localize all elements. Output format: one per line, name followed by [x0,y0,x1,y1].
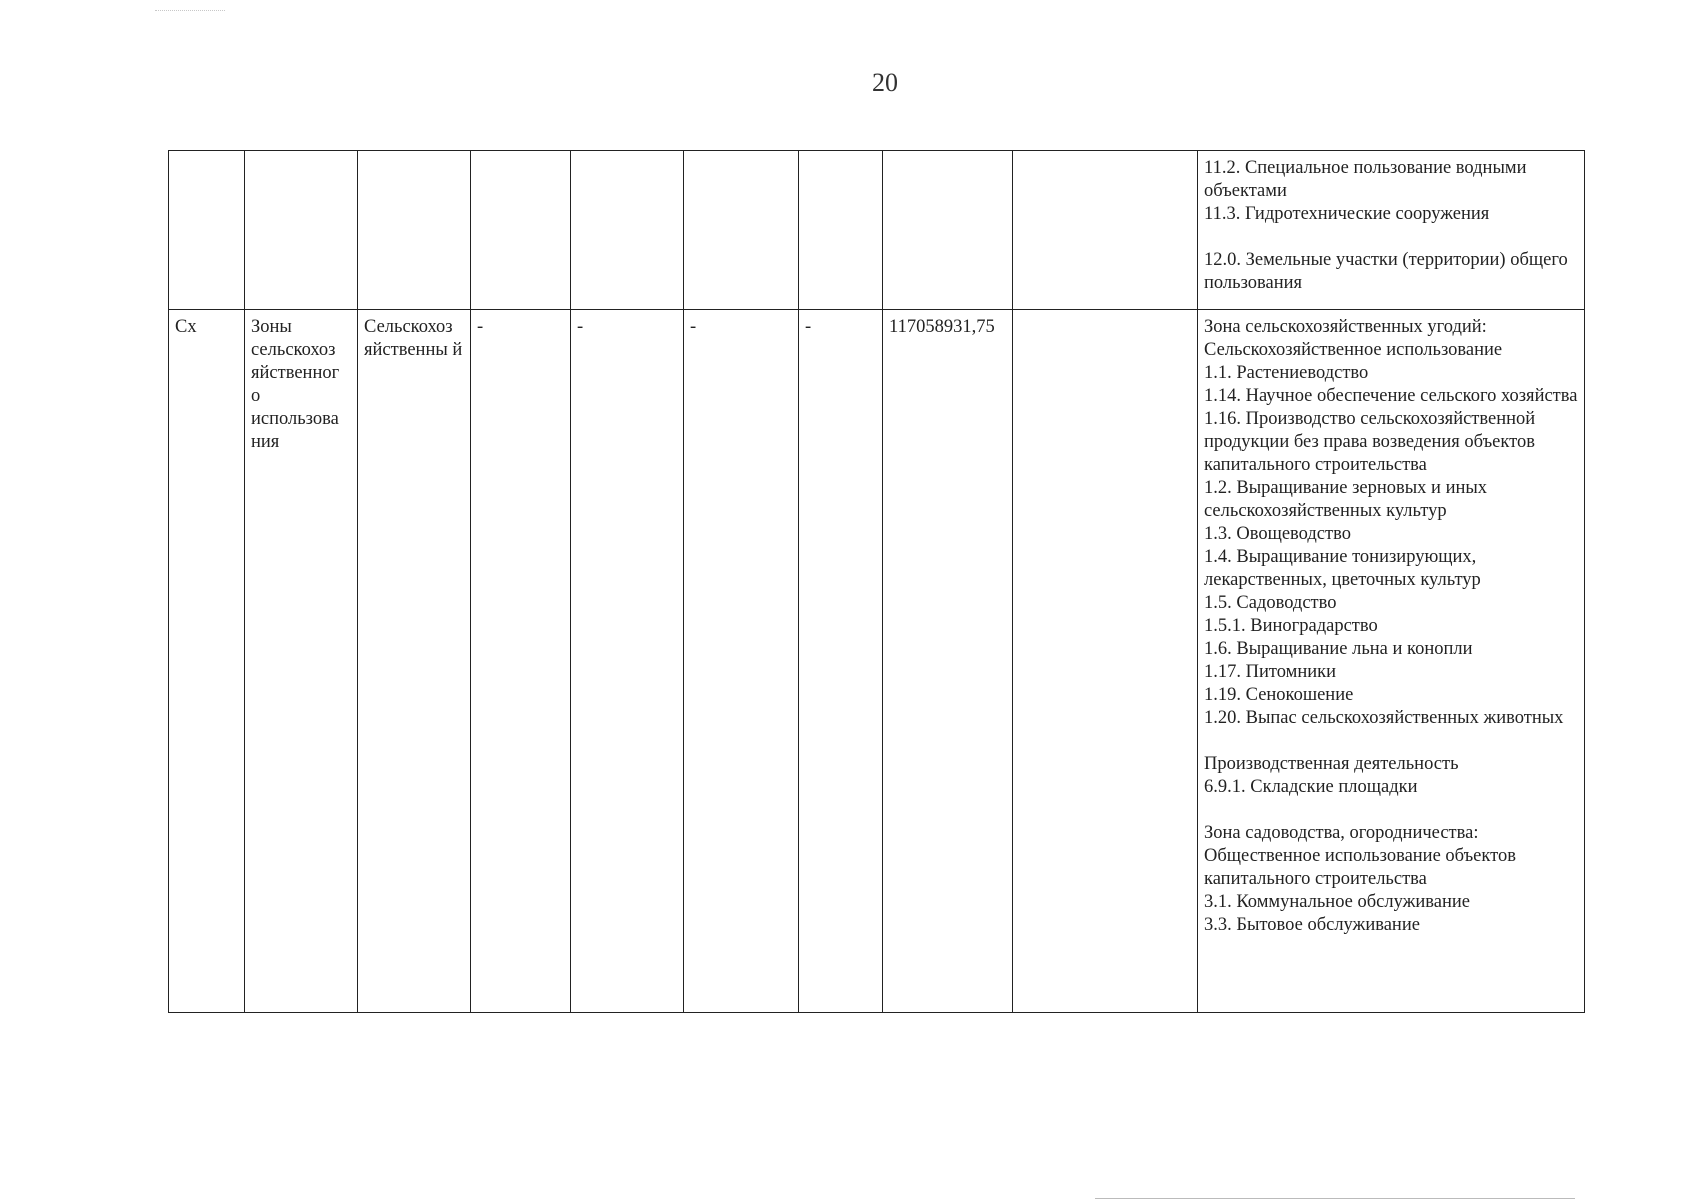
zone-type-cell [358,151,471,310]
table-cell: - [471,310,571,1013]
table-cell [799,151,883,310]
table-cell [471,151,571,310]
zone-type-cell: Сельскохоз яйственны й [358,310,471,1013]
area-cell [883,151,1013,310]
permitted-uses-cell: Зона сельскохозяйственных угодий: Сельскохозяйственное использование 1.1. Растениеводство 1.14. Научное обеспечение сельского хозяйства 1.16. Производство сельскохозяйственной продукции без права возведения объектов капитального строительства 1.2. Выращивание зерновых и иных сельскохозяйственных культур 1.3. Овощеводство 1.4. Выращивание тонизирующих, лекарственных, цветочных культур 1.5. Садоводство 1.5.1. Виноградарство 1.6. Выращивание льна и конопли 1.17. Питомники 1.19. Сенокошение 1.20. Выпас сельскохозяйственных животных Производственная деятельность 6.9.1. Складские площадки Зона садоводства, огородничества: Общественное использование объектов капитального строительства 3.1. Коммунальное обслуживание 3.3. Бытовое обслуживание [1198,310,1585,1013]
table-row [169,151,1585,310]
scan-artifact [155,10,225,11]
table-cell: - [684,310,799,1013]
table-cell: - [799,310,883,1013]
table-cell [571,151,684,310]
zone-name-cell: Зоны сельскохоз яйственног о использова ния [245,310,358,1013]
page-number: 20 [872,68,898,97]
table-cell [1013,310,1198,1013]
table-row [169,310,1585,1013]
zone-name-cell [245,151,358,310]
zone-code-cell: Сх [169,310,245,1013]
area-cell: 117058931,75 [883,310,1013,1013]
permitted-uses-cell: 11.2. Специальное пользование водными объектами 11.3. Гидротехнические сооружения 12.0. Земельные участки (территории) общего пользования [1198,151,1585,310]
zones-table [168,150,1585,1013]
table-cell [1013,151,1198,310]
footer-rule [1095,1198,1575,1199]
zone-code-cell [169,151,245,310]
table-cell [684,151,799,310]
table-cell: - [571,310,684,1013]
